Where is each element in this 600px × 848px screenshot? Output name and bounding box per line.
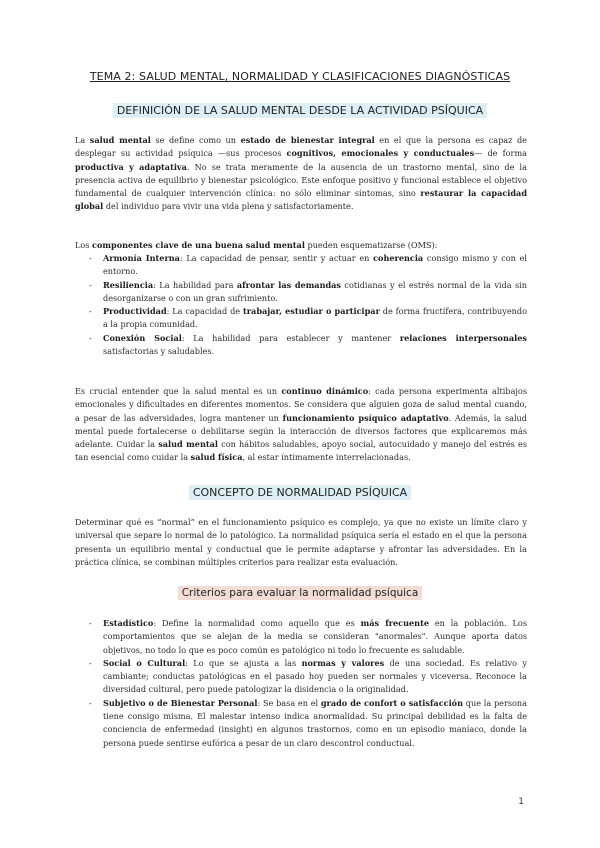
list-item: - Subjetivo o de Bienestar Personal: Se basa en el grado de confort o satisfacción que la persona tiene consigo misma. El malestar intenso indica anormalidad. Su principal debilidad es la falta de conciencia de enfermedad (insight) en algunos trastornos, como en un episodio maníaco, donde la persona puede sentirse eufórica a pesar de un claro descontrol conductual. [89, 697, 527, 748]
subheading-criterios [0, 587, 600, 599]
section-heading-normalidad [0, 486, 600, 499]
list-item: - Conexión Social: La habilidad para establecer y mantener relaciones interpersonales satisfactorias y saludables. [89, 332, 527, 357]
list-item: - Productividad: La capacidad de trabajar, estudiar o participar de forma fructífera, contribuyendo a la propia comunidad. [89, 306, 528, 330]
paragraph-componentes-intro: Los componentes clave de una buena salud mental pueden esquematizarse (OMS): [75, 240, 438, 250]
subheading-text: Criterios para evaluar la normalidad psíquica [178, 586, 423, 600]
paragraph-continuo: Es crucial entender que la salud mental es un continuo dinámico: cada persona experimenta altibajos emocionales y dificultades en diferentes momentos. Se considera que alguien goza de salud mental cuando, a pesar de las adversidades, logra mantener un funcionamiento psíquico adaptativo. Además, la salud mental puede fortalecerse o debilitarse según la interacción de diversos factores que explicaremos más adelante. Cuidar la salud mental con hábitos saludables, apoyo social, autocuidado y manejo del estrés es tan esencial como cuidar la salud física, al estar íntimamente interrelacionadas. [75, 386, 528, 463]
page-number: 1 [518, 797, 524, 807]
section-heading-definicion [0, 104, 600, 117]
section-heading-text: DEFINICIÓN DE LA SALUD MENTAL DESDE LA ACTIVIDAD PSÍQUICA [113, 103, 487, 118]
components-list [75, 252, 527, 358]
list-item: - Social o Cultural: Lo que se ajusta a las normas y valores de una sociedad. Es relativo y cambiante; conductas patológicas en el pasado hoy pueden ser normales y viceversa. Reconoce la diversidad cultural, pero puede patologizar la disidencia o la originalidad. [89, 657, 527, 695]
paragraph-normalidad: Determinar qué es “normal” en el funcionamiento psíquico es complejo, ya que no existe un límite claro y universal que separe lo normal de lo patológico. La normalidad psíquica sería el estado en el que la persona presenta un equilibrio mental y conductual que le permite adaptarse y afrontar las adversidades. En la práctica clínica, se combinan múltiples criterios para realizar esta evaluación. [75, 517, 527, 567]
section-heading-text: CONCEPTO DE NORMALIDAD PSÍQUICA [189, 485, 411, 500]
list-item: - Armonía Interna: La capacidad de pensar, sentir y actuar en coherencia consigo mismo y con el entorno. [89, 253, 527, 277]
criteria-list [75, 617, 527, 750]
paragraph-definicion: La salud mental se define como un estado de bienestar integral en el que la persona es capaz de desplegar su actividad psíquica —sus procesos cognitivos, emocionales y conductuales— de forma productiva y adaptativa. No se trata meramente de la ausencia de un trastorno mental, sino de la presencia activa de equilibrio y bienestar psicológico. Este enfoque positivo y funcional establece el objetivo fundamental de cualquier intervención clínica: no sólo eliminar síntomas, sino restaurar la capacidad global del individuo para vivir una vida plena y satisfactoriamente. [75, 135, 527, 212]
list-item: - Estadístico: Define la normalidad como aquello que es más frecuente en la población. Los comportamientos que se alejan de la media se consideran "anormales". Aunque aporta datos objetivos, no todo lo que es poco común es patológico ni todo lo frecuente es saludable. [89, 618, 527, 655]
list-item: - Resiliencia: La habilidad para afrontar las demandas cotidianas y el estrés normal de la vida sin desorganizarse o con un gran sufrimiento. [89, 279, 527, 303]
document-title: TEMA 2: SALUD MENTAL, NORMALIDAD Y CLASIFICACIONES DIAGNÓSTICAS [89, 70, 511, 83]
